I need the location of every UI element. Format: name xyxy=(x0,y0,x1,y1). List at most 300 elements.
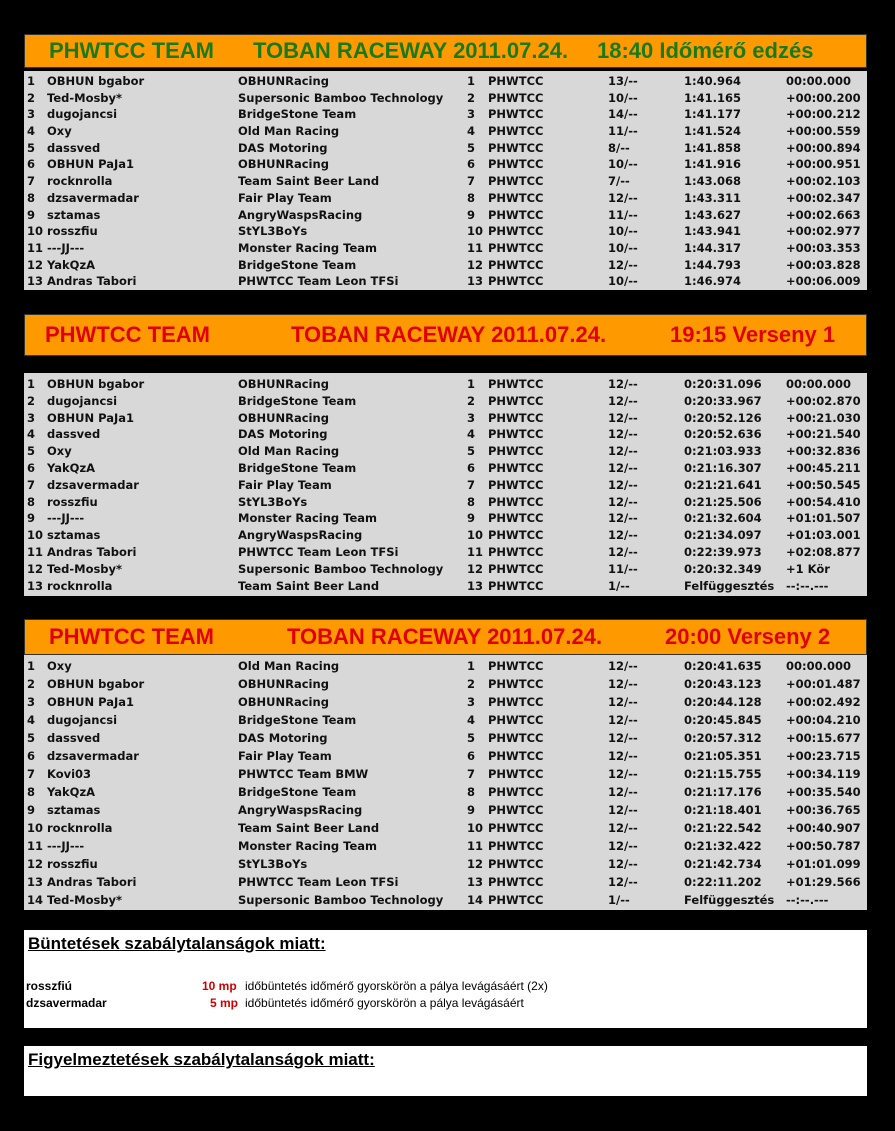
team-cell: OBHUNRacing xyxy=(238,74,329,88)
team-cell: PHWTCC Team BMW xyxy=(238,767,369,781)
team-cell: AngryWaspsRacing xyxy=(238,528,363,543)
laps-cell: 12/-- xyxy=(608,528,638,543)
team-cell: StYL3BoYs xyxy=(238,224,308,239)
number-cell: 1 xyxy=(467,74,476,88)
results-table-race-2 xyxy=(24,655,867,910)
gap-cell: +00:54.410 xyxy=(786,494,861,509)
laps-cell: 12/-- xyxy=(608,749,638,763)
table-row xyxy=(24,460,867,477)
driver-cell: dzsavermadar xyxy=(47,477,139,492)
group-cell: PHWTCC xyxy=(488,731,544,745)
table-row xyxy=(24,873,867,891)
table-row xyxy=(24,257,867,274)
penalty-item xyxy=(24,996,867,1012)
number-cell: 10 xyxy=(467,224,484,239)
driver-cell: dzsavermadar xyxy=(47,190,139,205)
banner-session: 18:40 Időmérő edzés xyxy=(597,38,814,63)
laps-cell: 7/-- xyxy=(608,174,630,189)
number-cell: 11 xyxy=(467,839,484,853)
time-cell: 1:44.793 xyxy=(684,257,741,272)
gap-cell: +01:03.001 xyxy=(786,528,861,543)
laps-cell: 12/-- xyxy=(608,821,638,835)
driver-cell: dugojancsi xyxy=(47,107,118,122)
team-cell: Supersonic Bamboo Technology xyxy=(238,90,444,105)
time-cell: 0:21:05.351 xyxy=(684,749,762,763)
table-row xyxy=(24,273,867,290)
group-cell: PHWTCC xyxy=(488,875,544,889)
team-cell: Team Saint Beer Land xyxy=(238,821,380,835)
laps-cell: 12/-- xyxy=(608,511,638,526)
number-cell: 13 xyxy=(467,274,484,289)
time-cell: 0:20:32.349 xyxy=(684,561,762,576)
banner-session: 20:00 Verseny 2 xyxy=(665,624,831,649)
group-cell: PHWTCC xyxy=(488,224,544,239)
gap-cell: +00:00.212 xyxy=(786,107,861,122)
team-cell: StYL3BoYs xyxy=(238,494,308,509)
position-cell: 9 xyxy=(27,511,36,526)
group-cell: PHWTCC xyxy=(488,767,544,781)
team-cell: AngryWaspsRacing xyxy=(238,207,363,222)
laps-cell: 12/-- xyxy=(608,377,638,391)
gap-cell: +00:35.540 xyxy=(786,785,861,799)
driver-cell: rosszfiu xyxy=(47,494,98,509)
laps-cell: 12/-- xyxy=(608,393,638,408)
driver-cell: Andras Tabori xyxy=(47,544,137,559)
laps-cell: 12/-- xyxy=(608,857,638,871)
number-cell: 8 xyxy=(467,785,476,799)
banner-team: PHWTCC TEAM xyxy=(49,38,214,63)
gap-cell: +00:00.559 xyxy=(786,124,861,139)
penalty-value: 5 mp xyxy=(210,996,239,1010)
position-cell: 11 xyxy=(27,839,44,853)
position-cell: 11 xyxy=(27,240,44,255)
warnings-panel xyxy=(24,1046,867,1096)
position-cell: 7 xyxy=(27,477,36,492)
team-cell: BridgeStone Team xyxy=(238,713,357,727)
table-row xyxy=(24,765,867,783)
driver-cell: OBHUN bgabor xyxy=(47,677,145,691)
position-cell: 8 xyxy=(27,190,36,205)
driver-cell: OBHUN bgabor xyxy=(47,74,145,88)
group-cell: PHWTCC xyxy=(488,749,544,763)
gap-cell: +00:00.951 xyxy=(786,157,861,172)
penalty-item xyxy=(24,979,867,995)
group-cell: PHWTCC xyxy=(488,511,544,526)
banner-race-2 xyxy=(24,619,867,655)
gap-cell: +00:15.677 xyxy=(786,731,861,745)
gap-cell: +00:03.353 xyxy=(786,240,861,255)
penalty-driver: dzsavermadar xyxy=(26,996,107,1010)
laps-cell: 12/-- xyxy=(608,803,638,817)
group-cell: PHWTCC xyxy=(488,377,544,391)
team-cell: BridgeStone Team xyxy=(238,393,357,408)
team-cell: BridgeStone Team xyxy=(238,460,357,475)
laps-cell: 12/-- xyxy=(608,713,638,727)
position-cell: 12 xyxy=(27,561,44,576)
team-cell: Team Saint Beer Land xyxy=(238,174,380,189)
laps-cell: 12/-- xyxy=(608,494,638,509)
gap-cell: +00:21.030 xyxy=(786,410,861,425)
position-cell: 6 xyxy=(27,460,36,475)
laps-cell: 11/-- xyxy=(608,124,638,139)
banner-team: PHWTCC TEAM xyxy=(45,322,210,347)
number-cell: 5 xyxy=(467,140,476,155)
table-row xyxy=(24,578,867,595)
laps-cell: 11/-- xyxy=(608,207,638,222)
position-cell: 14 xyxy=(27,893,44,907)
gap-cell: +00:02.663 xyxy=(786,207,861,222)
team-cell: Fair Play Team xyxy=(238,749,332,763)
table-row xyxy=(24,443,867,460)
team-cell: Old Man Racing xyxy=(238,124,340,139)
time-cell: 0:20:45.845 xyxy=(684,713,762,727)
table-row xyxy=(24,729,867,747)
time-cell: 0:20:44.128 xyxy=(684,695,762,709)
driver-cell: dassved xyxy=(47,427,101,442)
position-cell: 10 xyxy=(27,528,44,543)
table-row xyxy=(24,376,867,393)
position-cell: 8 xyxy=(27,494,36,509)
position-cell: 12 xyxy=(27,257,44,272)
team-cell: OBHUNRacing xyxy=(238,157,329,172)
time-cell: 0:21:18.401 xyxy=(684,803,762,817)
driver-cell: dzsavermadar xyxy=(47,749,139,763)
gap-cell: +02:08.877 xyxy=(786,544,861,559)
position-cell: 2 xyxy=(27,90,36,105)
team-cell: PHWTCC Team Leon TFSi xyxy=(238,875,399,889)
number-cell: 6 xyxy=(467,749,476,763)
group-cell: PHWTCC xyxy=(488,157,544,172)
team-cell: StYL3BoYs xyxy=(238,857,308,871)
position-cell: 5 xyxy=(27,140,36,155)
position-cell: 6 xyxy=(27,749,36,763)
penalty-description: időbüntetés időmérő gyorskörön a pálya levágásáért (2x) xyxy=(245,979,548,993)
table-row xyxy=(24,510,867,527)
gap-cell: +00:21.540 xyxy=(786,427,861,442)
time-cell: 1:41.177 xyxy=(684,107,741,122)
laps-cell: 1/-- xyxy=(608,893,630,907)
table-row xyxy=(24,140,867,157)
laps-cell: 12/-- xyxy=(608,544,638,559)
number-cell: 13 xyxy=(467,578,484,593)
table-row xyxy=(24,561,867,578)
position-cell: 4 xyxy=(27,713,36,727)
group-cell: PHWTCC xyxy=(488,207,544,222)
group-cell: PHWTCC xyxy=(488,713,544,727)
gap-cell: +00:32.836 xyxy=(786,444,861,459)
results-table-qualifying xyxy=(24,71,867,290)
number-cell: 3 xyxy=(467,410,476,425)
laps-cell: 12/-- xyxy=(608,444,638,459)
laps-cell: 12/-- xyxy=(608,477,638,492)
driver-cell: Oxy xyxy=(47,124,72,139)
group-cell: PHWTCC xyxy=(488,90,544,105)
group-cell: PHWTCC xyxy=(488,190,544,205)
group-cell: PHWTCC xyxy=(488,174,544,189)
number-cell: 14 xyxy=(467,893,484,907)
banner-qualifying xyxy=(24,34,867,68)
time-cell: Felfüggesztés xyxy=(684,893,775,907)
penalty-description: időbüntetés időmérő gyorskörön a pálya levágásáért xyxy=(245,996,524,1010)
driver-cell: Ted-Mosby* xyxy=(47,561,123,576)
table-row xyxy=(24,783,867,801)
penalties-title: Büntetések szabálytalanságok miatt: xyxy=(28,934,326,953)
gap-cell: +00:02.977 xyxy=(786,224,861,239)
number-cell: 2 xyxy=(467,90,476,105)
table-row xyxy=(24,426,867,443)
position-cell: 2 xyxy=(27,393,36,408)
position-cell: 5 xyxy=(27,444,36,459)
gap-cell: +1 Kör xyxy=(786,561,830,576)
table-row xyxy=(24,73,867,90)
driver-cell: Andras Tabori xyxy=(47,274,137,289)
group-cell: PHWTCC xyxy=(488,821,544,835)
table-row xyxy=(24,837,867,855)
time-cell: 1:41.165 xyxy=(684,90,741,105)
gap-cell: 00:00.000 xyxy=(786,74,851,88)
team-cell: BridgeStone Team xyxy=(238,785,357,799)
number-cell: 6 xyxy=(467,460,476,475)
gap-cell: --:--.--- xyxy=(786,893,829,907)
number-cell: 5 xyxy=(467,444,476,459)
group-cell: PHWTCC xyxy=(488,393,544,408)
team-cell: PHWTCC Team Leon TFSi xyxy=(238,274,399,289)
group-cell: PHWTCC xyxy=(488,785,544,799)
time-cell: 1:43.941 xyxy=(684,224,741,239)
laps-cell: 8/-- xyxy=(608,140,630,155)
gap-cell: +00:00.894 xyxy=(786,140,861,155)
team-cell: Monster Racing Team xyxy=(238,240,378,255)
group-cell: PHWTCC xyxy=(488,460,544,475)
laps-cell: 12/-- xyxy=(608,695,638,709)
table-row xyxy=(24,527,867,544)
time-cell: 0:20:57.312 xyxy=(684,731,762,745)
time-cell: 0:21:25.506 xyxy=(684,494,762,509)
team-cell: Old Man Racing xyxy=(238,444,340,459)
group-cell: PHWTCC xyxy=(488,107,544,122)
laps-cell: 10/-- xyxy=(608,90,638,105)
time-cell: 0:20:52.636 xyxy=(684,427,762,442)
banner-session: 19:15 Verseny 1 xyxy=(670,322,836,347)
driver-cell: rocknrolla xyxy=(47,578,113,593)
number-cell: 9 xyxy=(467,511,476,526)
number-cell: 7 xyxy=(467,477,476,492)
group-cell: PHWTCC xyxy=(488,74,544,88)
team-cell: AngryWaspsRacing xyxy=(238,803,363,817)
team-cell: PHWTCC Team Leon TFSi xyxy=(238,544,399,559)
number-cell: 9 xyxy=(467,803,476,817)
laps-cell: 10/-- xyxy=(608,157,638,172)
driver-cell: sztamas xyxy=(47,803,101,817)
time-cell: 0:21:17.176 xyxy=(684,785,762,799)
number-cell: 3 xyxy=(467,695,476,709)
number-cell: 2 xyxy=(467,677,476,691)
banner-team: PHWTCC TEAM xyxy=(49,624,214,649)
number-cell: 8 xyxy=(467,494,476,509)
group-cell: PHWTCC xyxy=(488,839,544,853)
team-cell: Supersonic Bamboo Technology xyxy=(238,893,444,907)
number-cell: 7 xyxy=(467,174,476,189)
gap-cell: +01:01.099 xyxy=(786,857,861,871)
laps-cell: 12/-- xyxy=(608,677,638,691)
group-cell: PHWTCC xyxy=(488,528,544,543)
laps-cell: 1/-- xyxy=(608,578,630,593)
table-row xyxy=(24,657,867,675)
laps-cell: 12/-- xyxy=(608,785,638,799)
number-cell: 11 xyxy=(467,240,484,255)
number-cell: 4 xyxy=(467,124,476,139)
table-row xyxy=(24,693,867,711)
laps-cell: 11/-- xyxy=(608,561,638,576)
group-cell: PHWTCC xyxy=(488,427,544,442)
time-cell: 0:20:43.123 xyxy=(684,677,762,691)
driver-cell: OBHUN PaJa1 xyxy=(47,695,135,709)
driver-cell: OBHUN PaJa1 xyxy=(47,410,135,425)
time-cell: 0:21:32.422 xyxy=(684,839,762,853)
position-cell: 4 xyxy=(27,124,36,139)
group-cell: PHWTCC xyxy=(488,677,544,691)
laps-cell: 10/-- xyxy=(608,274,638,289)
gap-cell: +00:50.545 xyxy=(786,477,861,492)
time-cell: 1:41.524 xyxy=(684,124,741,139)
number-cell: 2 xyxy=(467,393,476,408)
gap-cell: +00:36.765 xyxy=(786,803,861,817)
position-cell: 13 xyxy=(27,274,44,289)
laps-cell: 12/-- xyxy=(608,410,638,425)
laps-cell: 12/-- xyxy=(608,767,638,781)
group-cell: PHWTCC xyxy=(488,274,544,289)
driver-cell: YakQzA xyxy=(47,785,96,799)
penalties-panel xyxy=(24,930,867,1028)
driver-cell: OBHUN PaJa1 xyxy=(47,157,135,172)
position-cell: 9 xyxy=(27,803,36,817)
number-cell: 5 xyxy=(467,731,476,745)
driver-cell: rosszfiu xyxy=(47,857,98,871)
group-cell: PHWTCC xyxy=(488,410,544,425)
gap-cell: +00:06.009 xyxy=(786,274,861,289)
position-cell: 1 xyxy=(27,377,36,391)
table-row xyxy=(24,410,867,427)
position-cell: 10 xyxy=(27,821,44,835)
position-cell: 13 xyxy=(27,875,44,889)
position-cell: 8 xyxy=(27,785,36,799)
laps-cell: 12/-- xyxy=(608,427,638,442)
gap-cell: --:--.--- xyxy=(786,578,829,593)
time-cell: 0:21:32.604 xyxy=(684,511,762,526)
number-cell: 7 xyxy=(467,767,476,781)
gap-cell: 00:00.000 xyxy=(786,377,851,391)
time-cell: 0:20:41.635 xyxy=(684,659,762,673)
team-cell: Fair Play Team xyxy=(238,477,332,492)
group-cell: PHWTCC xyxy=(488,578,544,593)
table-row xyxy=(24,223,867,240)
gap-cell: +00:02.870 xyxy=(786,393,861,408)
number-cell: 12 xyxy=(467,857,484,871)
table-row xyxy=(24,477,867,494)
banner-track: TOBAN RACEWAY 2011.07.24. xyxy=(291,322,607,347)
number-cell: 4 xyxy=(467,427,476,442)
driver-cell: sztamas xyxy=(47,528,101,543)
penalty-driver: rosszfiú xyxy=(26,979,73,993)
laps-cell: 12/-- xyxy=(608,257,638,272)
table-row xyxy=(24,711,867,729)
table-row xyxy=(24,207,867,224)
group-cell: PHWTCC xyxy=(488,561,544,576)
table-row xyxy=(24,801,867,819)
laps-cell: 12/-- xyxy=(608,460,638,475)
number-cell: 6 xyxy=(467,157,476,172)
table-row xyxy=(24,156,867,173)
driver-cell: Ted-Mosby* xyxy=(47,90,123,105)
table-row xyxy=(24,855,867,873)
group-cell: PHWTCC xyxy=(488,444,544,459)
banner-track: TOBAN RACEWAY 2011.07.24. xyxy=(287,624,603,649)
position-cell: 9 xyxy=(27,207,36,222)
time-cell: 0:21:22.542 xyxy=(684,821,762,835)
time-cell: 1:41.916 xyxy=(684,157,741,172)
gap-cell: +00:02.103 xyxy=(786,174,861,189)
driver-cell: dugojancsi xyxy=(47,713,118,727)
gap-cell: +01:29.566 xyxy=(786,875,861,889)
driver-cell: OBHUN bgabor xyxy=(47,377,145,391)
group-cell: PHWTCC xyxy=(488,659,544,673)
number-cell: 12 xyxy=(467,561,484,576)
gap-cell: +00:40.907 xyxy=(786,821,861,835)
team-cell: Team Saint Beer Land xyxy=(238,578,380,593)
group-cell: PHWTCC xyxy=(488,240,544,255)
gap-cell: +00:04.210 xyxy=(786,713,861,727)
position-cell: 11 xyxy=(27,544,44,559)
team-cell: Supersonic Bamboo Technology xyxy=(238,561,444,576)
team-cell: OBHUNRacing xyxy=(238,695,329,709)
gap-cell: 00:00.000 xyxy=(786,659,851,673)
laps-cell: 10/-- xyxy=(608,224,638,239)
laps-cell: 13/-- xyxy=(608,74,638,88)
group-cell: PHWTCC xyxy=(488,124,544,139)
team-cell: OBHUNRacing xyxy=(238,677,329,691)
position-cell: 7 xyxy=(27,174,36,189)
time-cell: 1:43.627 xyxy=(684,207,741,222)
number-cell: 1 xyxy=(467,377,476,391)
gap-cell: +01:01.507 xyxy=(786,511,861,526)
number-cell: 9 xyxy=(467,207,476,222)
time-cell: 0:21:03.933 xyxy=(684,444,762,459)
driver-cell: ---JJ--- xyxy=(47,240,85,255)
table-row xyxy=(24,891,867,909)
time-cell: 1:46.974 xyxy=(684,274,741,289)
gap-cell: +00:34.119 xyxy=(786,767,861,781)
group-cell: PHWTCC xyxy=(488,803,544,817)
laps-cell: 12/-- xyxy=(608,839,638,853)
time-cell: 0:21:16.307 xyxy=(684,460,762,475)
table-row xyxy=(24,747,867,765)
position-cell: 2 xyxy=(27,677,36,691)
position-cell: 12 xyxy=(27,857,44,871)
number-cell: 1 xyxy=(467,659,476,673)
position-cell: 3 xyxy=(27,695,36,709)
position-cell: 13 xyxy=(27,578,44,593)
position-cell: 7 xyxy=(27,767,36,781)
team-cell: OBHUNRacing xyxy=(238,377,329,391)
position-cell: 10 xyxy=(27,224,44,239)
table-row xyxy=(24,90,867,107)
laps-cell: 14/-- xyxy=(608,107,638,122)
warnings-title: Figyelmeztetések szabálytalanságok miatt: xyxy=(28,1050,375,1069)
team-cell: Monster Racing Team xyxy=(238,511,378,526)
time-cell: 1:43.311 xyxy=(684,190,741,205)
table-row xyxy=(24,393,867,410)
table-row xyxy=(24,494,867,511)
